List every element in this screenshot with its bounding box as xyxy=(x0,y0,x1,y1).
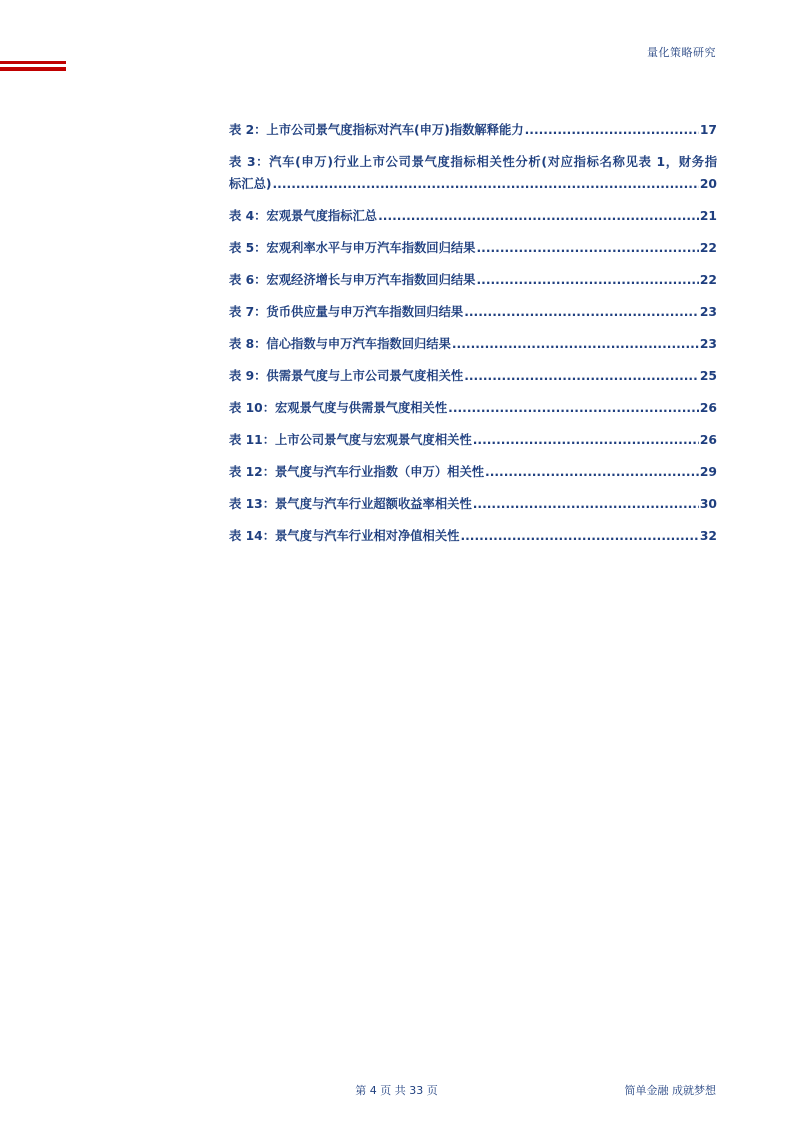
footer-page-number: 第 4 页 共 33 页 xyxy=(355,1084,438,1097)
toc-item-text: 表 2：上市公司景气度指标对汽车(申万)指数解释能力 xyxy=(229,123,524,137)
toc-item-text: 表 13：景气度与汽车行业超额收益率相关性 xyxy=(229,497,472,511)
toc-leader xyxy=(452,335,699,353)
toc-leader xyxy=(464,303,699,321)
toc-item-page: 17 xyxy=(699,123,717,137)
toc-item-text: 表 14：景气度与汽车行业相对净值相关性 xyxy=(229,529,460,543)
toc-item-text: 表 5：宏观利率水平与申万汽车指数回归结果 xyxy=(229,241,476,255)
toc-leader xyxy=(473,431,699,449)
toc-leader xyxy=(476,239,698,257)
toc-item-text: 表 6：宏观经济增长与申万汽车指数回归结果 xyxy=(229,273,476,287)
toc-leader xyxy=(476,271,698,289)
toc-item-text: 表 7：货币供应量与申万汽车指数回归结果 xyxy=(229,305,464,319)
toc-item[interactable] xyxy=(229,335,717,353)
toc-item[interactable] xyxy=(229,495,717,513)
toc-item-page: 26 xyxy=(699,433,717,447)
toc-leader xyxy=(273,175,699,193)
toc-item-page: 29 xyxy=(699,465,717,479)
toc-item[interactable] xyxy=(229,207,717,225)
header-red-bar-bottom xyxy=(0,67,66,71)
toc-item-page: 25 xyxy=(699,369,717,383)
toc-item[interactable] xyxy=(229,367,717,385)
footer-slogan: 简单金融 成就梦想 xyxy=(624,1084,716,1097)
toc-leader xyxy=(525,121,699,139)
toc-item-text: 表 8：信心指数与申万汽车指数回归结果 xyxy=(229,337,451,351)
toc-leader xyxy=(464,367,699,385)
toc-item[interactable] xyxy=(229,527,717,545)
toc-item-page: 22 xyxy=(699,241,717,255)
toc-item-text: 表 11：上市公司景气度与宏观景气度相关性 xyxy=(229,433,472,447)
toc-item-page: 23 xyxy=(699,337,717,351)
toc-item-text: 表 9：供需景气度与上市公司景气度相关性 xyxy=(229,369,464,383)
toc-leader xyxy=(460,527,698,545)
toc-item-page: 26 xyxy=(699,401,717,415)
toc-leader xyxy=(473,495,699,513)
toc-item-page: 20 xyxy=(699,177,717,191)
toc-item[interactable] xyxy=(229,463,717,481)
toc-item[interactable] xyxy=(229,153,717,193)
toc-leader xyxy=(485,463,699,481)
toc-item[interactable] xyxy=(229,303,717,321)
toc-item[interactable] xyxy=(229,271,717,289)
toc-item-page: 21 xyxy=(699,209,717,223)
toc-leader xyxy=(378,207,699,225)
toc-leader xyxy=(448,399,699,417)
header-red-bars xyxy=(0,61,66,71)
toc-item-text: 表 12：景气度与汽车行业指数（申万）相关性 xyxy=(229,465,485,479)
toc-item-text: 表 4：宏观景气度指标汇总 xyxy=(229,209,378,223)
toc-item[interactable] xyxy=(229,121,717,139)
toc-item[interactable] xyxy=(229,239,717,257)
table-of-tables xyxy=(229,121,717,559)
toc-item-page: 22 xyxy=(699,273,717,287)
toc-item[interactable] xyxy=(229,431,717,449)
toc-item-page: 30 xyxy=(699,497,717,511)
toc-item-page: 32 xyxy=(699,529,717,543)
toc-item-text-line1: 表 3：汽车(申万)行业上市公司景气度指标相关性分析(对应指标名称见表 1，财务指 xyxy=(229,155,717,169)
header-title: 量化策略研究 xyxy=(647,46,716,59)
toc-item-text: 表 10：宏观景气度与供需景气度相关性 xyxy=(229,401,448,415)
toc-item-page: 23 xyxy=(699,305,717,319)
toc-item[interactable] xyxy=(229,399,717,417)
toc-item-text: 标汇总) xyxy=(229,177,272,191)
